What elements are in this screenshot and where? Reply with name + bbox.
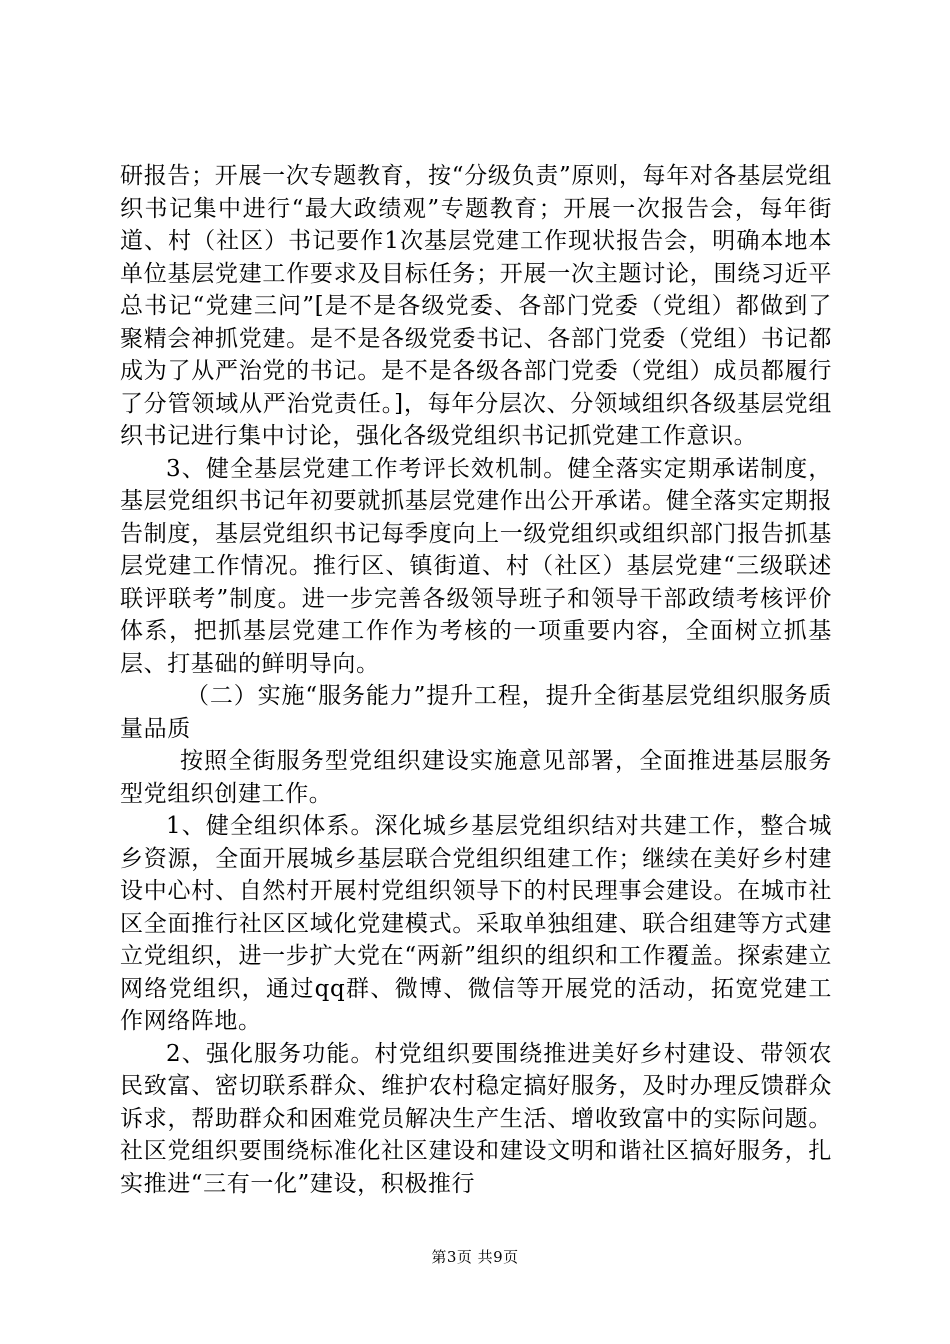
paragraph-item-2: 2、强化服务功能。村党组织要围绕推进美好乡村建设、带领农民致富、密切联系群众、维护农村稳定搞好服务，及时办理反馈群众诉求，帮助群众和困难党员解决生产生活、增收致富中的实际问题。社区党组织要围绕标准化社区建设和建设文明和谐社区搞好服务，扎实推进“三有一化”建设，积极推行: [120, 1040, 832, 1197]
paragraph-continuation: 研报告；开展一次专题教育，按“分级负责”原则，每年对各基层党组织书记集中进行“最大政绩观”专题教育；开展一次报告会，每年街道、村（社区）书记要作1次基层党建工作现状报告会，明确本地本单位基层党建工作要求及目标任务；开展一次主题讨论，围绕习近平总书记“党建三问”[是不是各级党委、各部门党委（党组）都做到了聚精会神抓党建。是不是各级党委书记、各部门党委（党组）书记都成为了从严治党的书记。是不是各级各部门党委（党组）成员都履行了分管领域从严治党责任。]，每年分层次、分领域组织各级基层党组织书记进行集中讨论，强化各级党组织书记抓党建工作意识。: [120, 163, 832, 449]
document-body: [120, 160, 832, 1200]
page-number-footer: 第3页 共9页: [431, 1248, 519, 1266]
section-heading-2: （二）实施“服务能力”提升工程，提升全街基层党组织服务质量品质: [120, 683, 832, 742]
paragraph-item-1: 1、健全组织体系。深化城乡基层党组织结对共建工作，整合城乡资源，全面开展城乡基层联合党组织组建工作；继续在美好乡村建设中心村、自然村开展村党组织领导下的村民理事会建设。在城市社区全面推行社区区域化党建模式。采取单独组建、联合组建等方式建立党组织，进一步扩大党在“两新”组织的组织和工作覆盖。探索建立网络党组织，通过qq群、微博、微信等开展党的活动，拓宽党建工作网络阵地。: [120, 813, 832, 1034]
paragraph-item-3: 3、健全基层党建工作考评长效机制。健全落实定期承诺制度，基层党组织书记年初要就抓基层党建作出公开承诺。健全落实定期报告制度，基层党组织书记每季度向上一级党组织或组织部门报告抓基层党建工作情况。推行区、镇街道、村（社区）基层党建“三级联述联评联考”制度。进一步完善各级领导班子和领导干部政绩考核评价体系，把抓基层党建工作作为考核的一项重要内容，全面树立抓基层、打基础的鲜明导向。: [120, 455, 832, 677]
paragraph-intro: 按照全街服务型党组织建设实施意见部署，全面推进基层服务型党组织创建工作。: [120, 748, 832, 807]
